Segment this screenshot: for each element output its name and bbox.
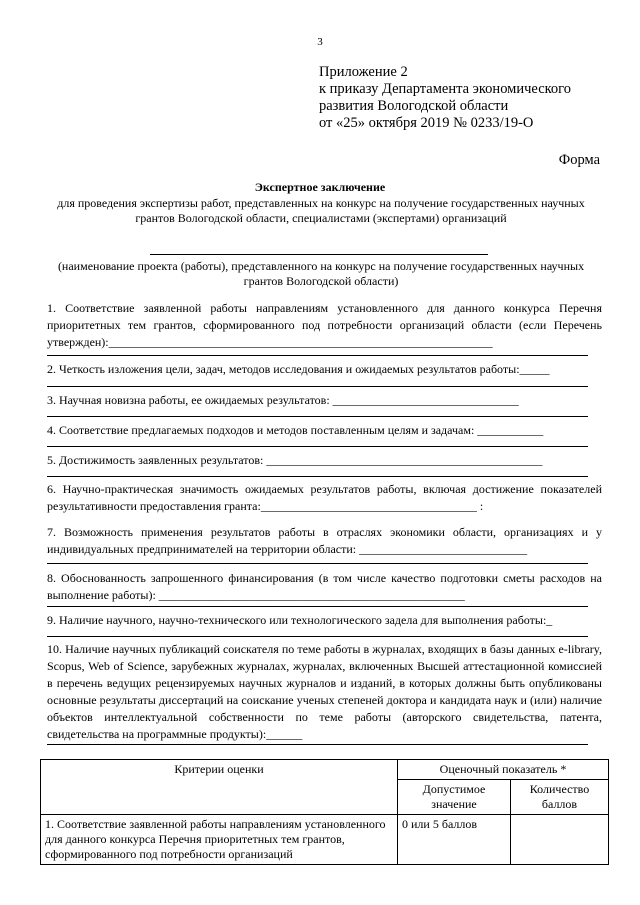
appendix-line: Приложение 2	[319, 64, 408, 80]
document-subtitle: для проведения экспертизы работ, представленных на конкурс на получение государственных научных грантов Вологодской области, специалистами (экспертами) организаций	[57, 196, 585, 225]
answer-line	[47, 563, 588, 564]
project-name-line	[150, 254, 488, 255]
criterion-5: 5. Достижимость заявленных результатов: ______________________________________________	[47, 453, 543, 467]
answer-line	[47, 355, 588, 356]
table-header-criteria: Критерии оценки	[41, 760, 398, 815]
table-cell-criterion: 1. Соответствие заявленной работы направлениям установленного для данного конкурса Перечня приоритетных тем грантов, сформированного под потребности организаций	[41, 815, 398, 865]
answer-line	[47, 446, 588, 447]
appendix-line: от «25» октября 2019 № 0233/19-О	[319, 115, 534, 131]
answer-line	[47, 386, 588, 387]
criterion-2: 2. Четкость изложения цели, задач, методов исследования и ожидаемых результатов работы:_____	[47, 362, 550, 376]
criterion-3: 3. Научная новизна работы, ее ожидаемых результатов: _______________________________	[47, 393, 519, 407]
appendix-block	[319, 64, 571, 132]
table-cell-allowed: 0 или 5 баллов	[398, 815, 511, 865]
page-number: 3	[317, 36, 323, 48]
answer-line	[47, 636, 588, 637]
answer-line	[47, 744, 588, 745]
criterion-8: 8. Обоснованность запрошенного финансирования (в том числе качество подготовки сметы расходов на выполнение работы): ___________________________________________________	[47, 571, 602, 602]
criterion-9: 9. Наличие научного, научно-технического или технологического задела для выполнения работы:_	[47, 613, 553, 627]
table-row	[41, 815, 609, 865]
answer-line	[47, 416, 588, 417]
project-caption: (наименование проекта (работы), представленного на конкурс на получение государственных научных грантов Вологодской области)	[57, 259, 585, 288]
form-label: Форма	[558, 152, 600, 168]
criterion-7: 7. Возможность применения результатов работы в отраслях экономики области, организациях и у индивидуальных предпринимателей на территории области: ____________________________	[47, 525, 602, 556]
table-header-score: Оценочный показатель *	[398, 760, 609, 780]
table-subheader-allowed: Допустимое значение	[398, 780, 511, 815]
answer-line	[47, 476, 588, 477]
criterion-4: 4. Соответствие предлагаемых подходов и методов поставленным целям и задачам: ___________	[47, 423, 544, 437]
table-cell-points[interactable]	[511, 815, 609, 865]
table-subheader-points: Количество баллов	[511, 780, 609, 815]
appendix-line: развития Вологодской области	[319, 98, 509, 114]
document-title: Экспертное заключение	[254, 180, 386, 194]
criteria-table	[40, 759, 609, 865]
criterion-1: 1. Соответствие заявленной работы направлениям установленного для данного конкурса Перечня приоритетных тем грантов, сформированного под потребности организаций области (если Перечень утвержден):________________________________________________________________	[47, 301, 602, 349]
criterion-10: 10. Наличие научных публикаций соискателя по теме работы в журналах, входящих в базы данных e-library, Scopus, Web of Science, зарубежных журналах, журналах, включенных Высшей аттестационной комиссией в перечень ведущих рецензируемых научных журналов и изданий, в которых должны быть опубликованы основные результаты диссертаций на соискание ученых степеней доктора и кандидата наук и (или) наличие объектов интеллектуальной собственности по теме работы (авторского свидетельства, патента, свидетельства на программные продукты):______	[47, 642, 602, 741]
answer-line	[47, 606, 588, 607]
appendix-line: к приказу Департамента экономического	[319, 81, 572, 97]
criterion-6: 6. Научно-практическая значимость ожидаемых результатов работы, включая достижение показателей результативности предоставления гранта:____________________________________ :	[47, 482, 602, 513]
